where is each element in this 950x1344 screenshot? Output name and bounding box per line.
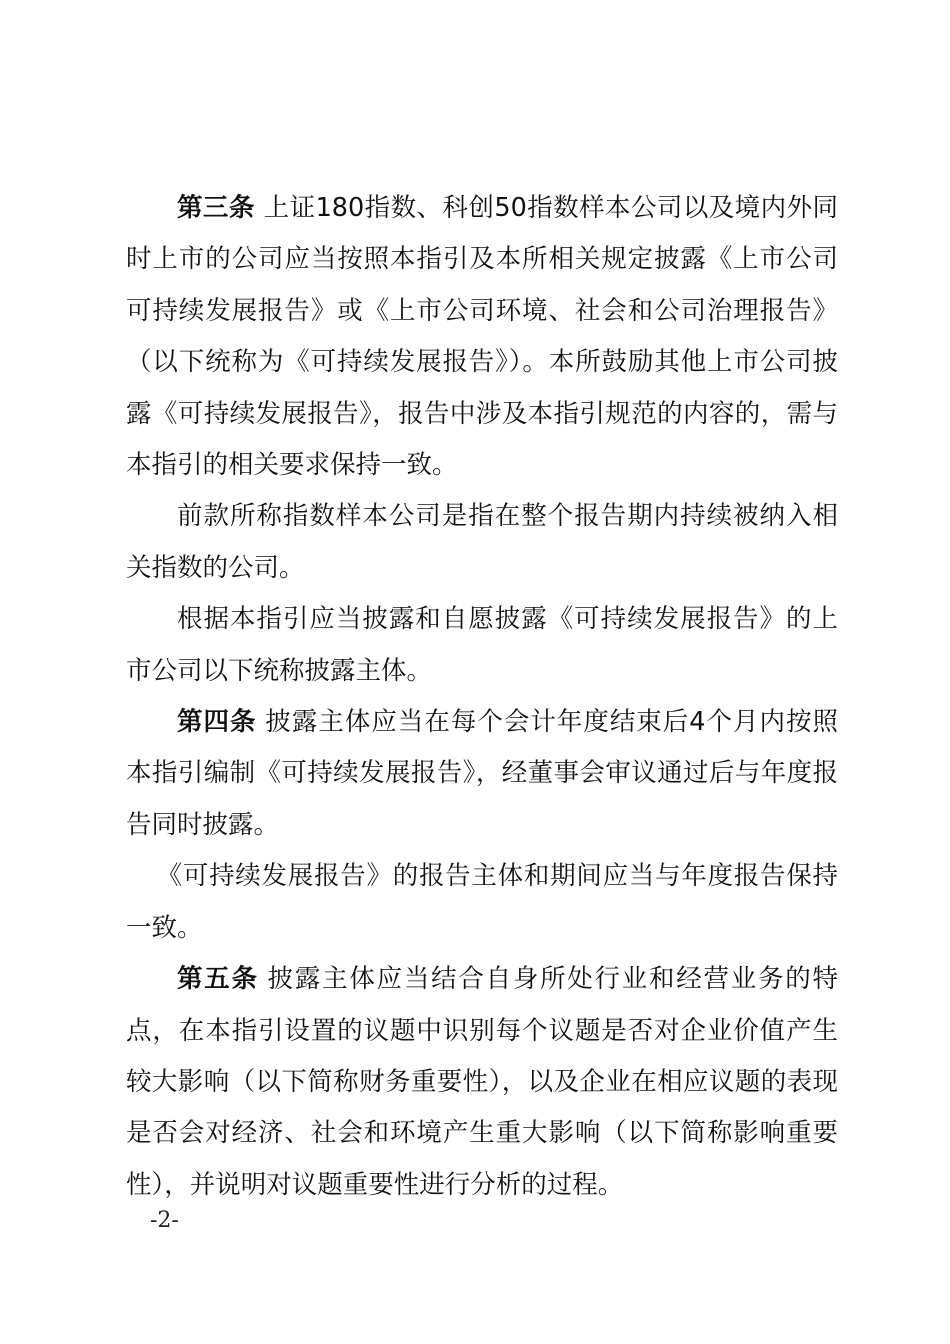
paragraph-report-consistency [126, 851, 838, 954]
paragraph-disclosure-subject [126, 594, 838, 697]
paragraph-text: 根据本指引应当披露和自愿披露《可持续发展报告》的上市公司以下统称披露主体。 [126, 604, 838, 686]
paragraph-text: 《可持续发展报告》的报告主体和期间应当与年度报告保持一致。 [126, 861, 838, 943]
page-number: -2- [150, 1208, 179, 1233]
article-heading: 第三条 [177, 193, 255, 223]
paragraph-text: 上证180指数、科创50指数样本公司以及境内外同时上市的公司应当按照本指引及本所相关规定披露《上市公司可持续发展报告》或《上市公司环境、社会和公司治理报告》（以下统称为《可持续发展报告》）。本所鼓励其他上市公司披露《可持续发展报告》，报告中涉及本指引规范的内容的，需与本指引的相关要求保持一致。 [126, 193, 838, 481]
document-body [126, 183, 838, 1211]
paragraph-article-3 [126, 183, 838, 491]
paragraph-text: 披露主体应当在每个会计年度结束后4个月内按照本指引编制《可持续发展报告》，经董事会审议通过后与年度报告同时披露。 [126, 707, 838, 840]
paragraph-text: 前款所称指数样本公司是指在整个报告期内持续被纳入相关指数的公司。 [126, 501, 838, 583]
paragraph-index-definition [126, 491, 838, 594]
paragraph-article-5 [126, 954, 838, 1211]
paragraph-article-4 [126, 697, 838, 851]
article-heading: 第四条 [177, 707, 257, 738]
paragraph-text: 披露主体应当结合自身所处行业和经营业务的特点，在本指引设置的议题中识别每个议题是否对企业价值产生较大影响（以下简称财务重要性），以及企业在相应议题的表现是否会对经济、社会和环境产生重大影响（以下简称影响重要性），并说明对议题重要性进行分析的过程。 [126, 964, 838, 1200]
article-heading: 第五条 [177, 964, 259, 995]
